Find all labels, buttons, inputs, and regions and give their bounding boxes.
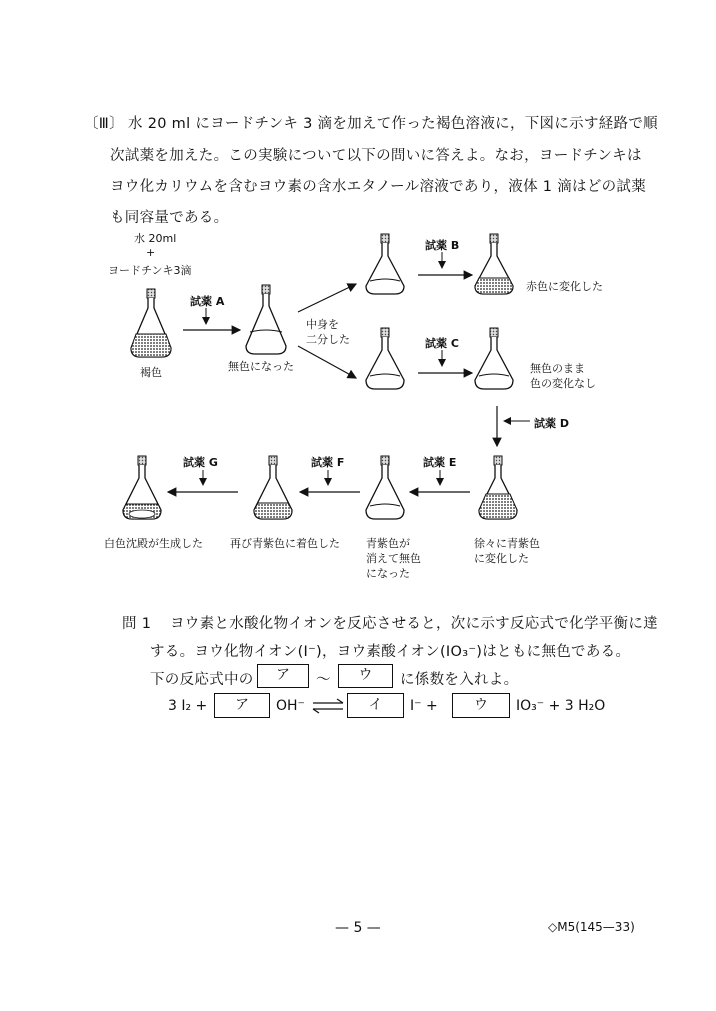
reagent-f-label: 試薬 F [311, 456, 345, 469]
answer-box-i[interactable]: イ [347, 693, 404, 718]
page-number: — 5 — [335, 920, 381, 936]
reagent-b-label: 試薬 B [425, 239, 460, 252]
no-change-label-2: 色の変化なし [530, 377, 596, 390]
answer-box-a-ref: ア [257, 664, 309, 688]
colorless-became-label: 無色になった [228, 360, 294, 373]
equation-oh: OH⁻ [276, 698, 305, 714]
flask-recolored-icon [254, 456, 292, 519]
gradual-label-1: 徐々に青紫色 [474, 537, 540, 550]
question-label: 問 1 [122, 616, 152, 632]
reagent-d-label: 試薬 D [534, 417, 569, 430]
flask-red-icon [475, 234, 513, 294]
intro-line-2: 次試薬を加えた。この実験について以下の問いに答えよ。なお，ヨードチンキは [110, 148, 642, 164]
flask-brown-icon [131, 289, 171, 357]
vanished-label-1: 青紫色が [366, 537, 410, 550]
flask-lower-icon [366, 328, 404, 389]
arrow-split-down [298, 346, 356, 378]
vanished-label-3: になった [366, 567, 410, 580]
reagent-e-label: 試薬 E [423, 456, 457, 469]
start-water-label: 水 20ml [134, 232, 177, 245]
vanished-label-2: 消えて無色 [366, 552, 421, 565]
split-label-1: 中身を [306, 318, 339, 331]
intro-line-4: も同容量である。 [110, 210, 229, 226]
tilde-label: ～ [316, 672, 331, 688]
question-line-3-post: に係数を入れよ。 [400, 672, 519, 688]
equilibrium-arrow-icon [311, 698, 345, 714]
exam-code: ◇M5(145—33) [548, 920, 635, 934]
question-line-1: ヨウ素と水酸化物イオンを反応させると，次に示す反応式で化学平衡に達 [170, 616, 658, 632]
question-line-2: する。ヨウ化物イオン(I⁻)，ヨウ素酸イオン(IO₃⁻)はともに無色である。 [150, 644, 631, 660]
flask-blue-violet-icon [479, 456, 517, 519]
equation-rhs: IO₃⁻ + 3 H₂O [516, 698, 606, 714]
flask-faded-icon [366, 456, 404, 519]
intro-line-3: ヨウ化カリウムを含むヨウ素の含水エタノール溶液であり，液体 1 滴はどの試薬 [110, 179, 647, 195]
answer-box-u-ref: ウ [338, 664, 393, 688]
question-line-3-pre: 下の反応式中の [150, 672, 254, 688]
flask-colorless-icon [246, 285, 286, 354]
reagent-g-label: 試薬 G [183, 456, 218, 469]
flask-no-change-icon [475, 328, 513, 389]
arrow-split-up [298, 284, 356, 312]
recolored-label: 再び青紫色に着色した [230, 537, 340, 550]
answer-box-u[interactable]: ウ [452, 693, 510, 718]
gradual-label-2: に変化した [474, 552, 529, 565]
no-change-label-1: 無色のまま [530, 362, 585, 375]
section-label: 〔Ⅲ〕 [84, 116, 124, 132]
split-label-2: 二分した [306, 333, 350, 346]
answer-box-a[interactable]: ア [214, 693, 270, 718]
flask-upper-icon [366, 234, 404, 294]
changed-red-label: 赤色に変化した [526, 280, 603, 293]
reagent-c-label: 試薬 C [425, 337, 459, 350]
start-iodine-label: ヨードチンキ3滴 [108, 264, 192, 277]
white-precipitate-label: 白色沈殿が生成した [104, 537, 203, 550]
brown-label: 褐色 [140, 366, 162, 379]
equation-iminus: I⁻ + [410, 698, 438, 714]
equation-lhs: 3 I₂ + [168, 698, 208, 714]
flask-precipitate-icon [123, 456, 161, 519]
start-plus-label: + [146, 246, 156, 259]
intro-line-1: 水 20 ml にヨードチンキ 3 滴を加えて作った褐色溶液に，下図に示す経路で順 [128, 116, 658, 132]
reagent-a-label: 試薬 A [190, 295, 225, 308]
